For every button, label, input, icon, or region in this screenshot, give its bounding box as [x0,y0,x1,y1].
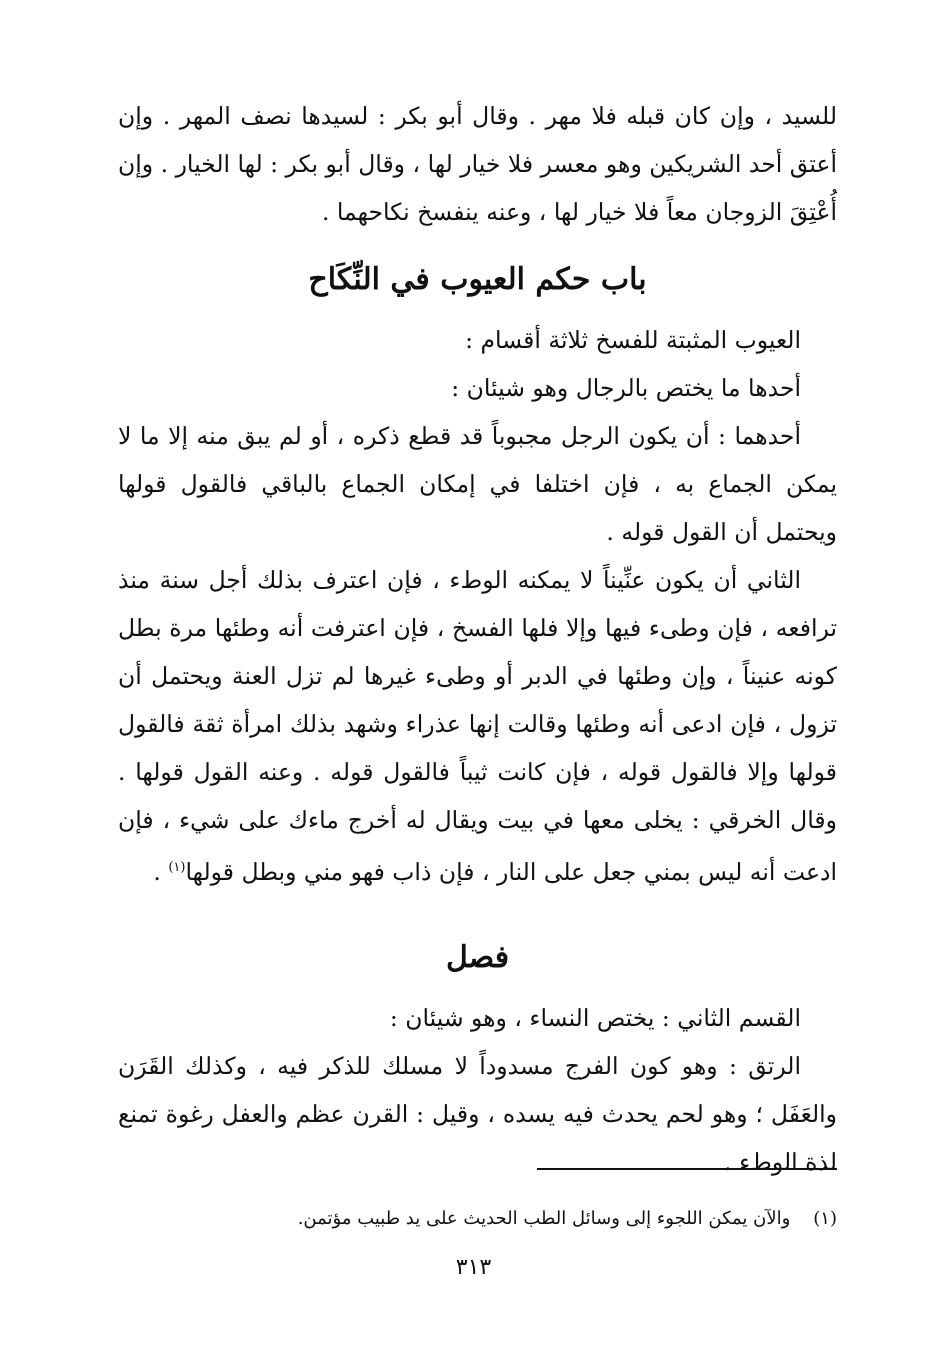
page-number: ٣١٣ [455,1255,492,1280]
footnote-divider [537,1168,837,1170]
chapter-paragraph-1: العيوب المثبتة للفسخ ثلاثة أقسام : [465,326,801,354]
footnote-marker: (١) [813,1208,837,1229]
chapter-paragraph-4-end: . [153,857,169,886]
chapter-paragraph-3: أحدهما : أن يكون الرجل مجبوباً قد قطع ذكره ، أو لم يبق منه إلا ما لا يمكن الجماع به ، فإن اختلفا في إمكان الجماع بالباقي فالقول قولها ويحتمل أن القول قوله . [118,422,837,546]
chapter-paragraph-2: أحدها ما يختص بالرجال وهو شيئان : [451,374,801,402]
chapter-title: باب حكم العيوب في النِّكَاح [308,262,647,297]
chapter-paragraph-4-text: الثاني أن يكون عنِّيناً لا يمكنه الوطء ، فإن اعترف بذلك أجل سنة منذ ترافعه ، فإن وطىء فيها وإلا فلها الفسخ ، فإن اعترفت أنه وطئها مرة بطل كونه عنيناً ، وإن وطئها في الدبر أو وطىء غيرها لم تزل العنة ويحتمل أن تزول ، فإن ادعى أنه وطئها وقالت إنها عذراء وشهد بذلك امرأة ثقة فالقول قولها وإلا فالقول قوله ، فإن كانت ثيباً فالقول قوله . وعنه القول قولها . وقال الخرقي : يخلى معها في بيت ويقال له أخرج ماءك على شيء ، فإن ادعت أنه ليس بمني جعل على النار ، فإن ذاب فهو مني وبطل قولها [118,566,837,886]
section-paragraph-2: الرتق : وهو كون الفرج مسدوداً لا مسلك للذكر فيه ، وكذلك القَرَن والعَفَل ؛ وهو لحم يحدث فيه يسده ، وقيل : القرن عظم والعفل رغوة تمنع لذة الوطء . [118,1051,837,1176]
intro-paragraph: للسيد ، وإن كان قبله فلا مهر . وقال أبو بكر : لسيدها نصف المهر . وإن أعتق أحد الشريكين وهو معسر فلا خيار لها ، وقال أبو بكر : لها الخيار . وإن أُعْتِقَ الزوجان معاً فلا خيار لها ، وعنه ينفسخ نكاحهما . [118,102,837,226]
chapter-paragraph-4 [118,556,837,896]
section-title: فصل [445,939,510,975]
footnote [117,1204,837,1234]
footnote-text: والآن يمكن اللجوء إلى وسائل الطب الحديث على يد طبيب مؤتمن. [297,1208,791,1229]
section-paragraph-1: القسم الثاني : يختص النساء ، وهو شيئان : [389,1003,801,1032]
footnote-reference[interactable]: (١) [168,860,186,875]
